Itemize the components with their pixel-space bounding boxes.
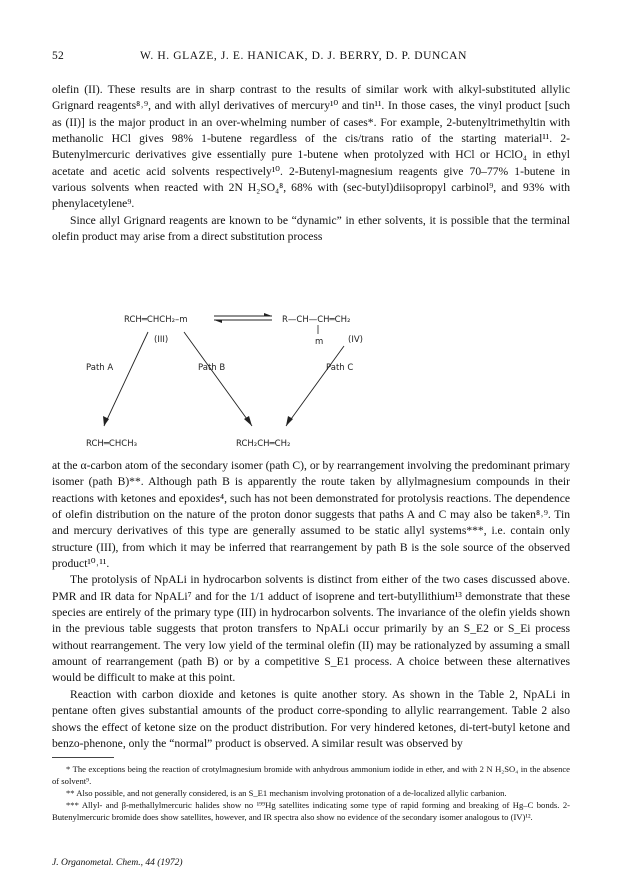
page-number: 52	[52, 50, 65, 62]
running-authors: W. H. GLAZE, J. E. HANICAK, D. J. BERRY, D. P. DUNCAN	[140, 50, 467, 62]
footnote-2: ** Also possible, and not generally considered, is an S_E1 mechanism involving protonation of a de-localized allylic carbanion.	[66, 788, 507, 799]
text-block-upper	[52, 82, 570, 245]
footnotes	[52, 763, 570, 823]
product-ii-formula: RCH₂CH═CH₂	[236, 439, 291, 449]
m-label: m	[315, 337, 324, 347]
running-header	[52, 50, 572, 66]
path-c-line	[286, 346, 344, 426]
path-b-label: Path B	[198, 363, 226, 373]
label-IV: (IV)	[348, 335, 363, 345]
path-a-label: Path A	[86, 363, 114, 373]
scheme-top-left-formula: RCH═CHCH₂–m	[124, 315, 188, 325]
path-b-line	[184, 332, 252, 426]
paragraph-1: olefin (II). These results are in sharp contrast to the results of similar work with alkyl-substituted allylic Grignard reagents⁸˒⁹, and with allyl derivatives of mercury¹⁰ and tin¹¹. In those cases, the vinyl product [such as (II)] is the major product in an over-whelming number of cases*. For example, 2-butenyltrimethyltin with methanolic HCl gives 98% 1-butene regardless of the cis/trans ratio of the starting material¹¹. 2-Butenylmercuric derivatives give essentially pure 1-butene when protolyzed with HCl or HClO₄ in ethyl acetate and acetic acid solvents respectively¹⁰. 2-Butenyl-magnesium reagents give 70–77% 1-butene in various solvents when reacted with 2N H₂SO₄⁸, 68% with (sec-butyl)diisopropyl carbinol⁹, and 93% with phenylacetylene⁹.	[52, 83, 570, 211]
scheme-top-right-formula: R—CH—CH═CH₂	[282, 315, 351, 325]
path-b-arrowhead	[244, 416, 252, 426]
reaction-scheme	[86, 308, 526, 456]
product-i-formula: RCH═CHCH₃	[86, 439, 137, 449]
journal-citation: J. Organometal. Chem., 44 (1972)	[52, 858, 183, 868]
path-c-label: Path C	[326, 363, 354, 373]
label-III: (III)	[154, 335, 169, 345]
footnote-1: * The exceptions being the reaction of crotylmagnesium bromide with anhydrous ammonium iodide in ether, and with 2 N H₂SO₄ in the absence of solvent⁹.	[52, 764, 570, 787]
footnote-3: *** Allyl- and β-methallylmercuric halides show no ¹⁹⁹Hg satellites indicating some type of rapid forming and breaking of Hg–C bonds. 2-Butenylmercuric bromide does show satellites, however, and IR spectra also show no evidence of the secondary isomer analogous to (IV)¹².	[52, 800, 570, 823]
path-a-line	[104, 332, 148, 426]
reaction-scheme-svg	[86, 308, 526, 456]
paragraph-5: Reaction with carbon dioxide and ketones is quite another story. As shown in the Table 2, NpALi in pentane often gives substantial amounts of the product corre-sponding to allylic rearrangement. Table 2 also shows the effect of ketone size on the product distribution. For very hindered ketones, di-tert-butyl ketone and benzo-phenone, only the “normal” product is observed. A similar result was observed by	[52, 687, 570, 750]
footnote-rule	[52, 757, 114, 758]
text-block-lower	[52, 458, 570, 752]
paragraph-4: The protolysis of NpALi in hydrocarbon solvents is distinct from either of the two cases discussed above. PMR and IR data for NpALi⁷ and for the 1/1 adduct of isoprene and tert-butyllithium¹³ demonstrate that these species are entirely of the primary type (III) in hydrocarbon solvents. The invariance of the olefin yields shown in the previous table suggests that proton transfers to NpALi occur primarily by an S_E2 or S_Ei process without rearrangement. The very low yield of the terminal olefin (II) may be rationalyzed by assuming a small amount of rearrangement (path B) or by a competitive S_E1 process. A choice between these alternatives would be difficult to make at this point.	[52, 573, 570, 685]
paragraph-3: at the α-carbon atom of the secondary isomer (path C), or by rearrangement involving the predominant primary isomer (path B)**. Although path B is apparently the route taken by allylmagnesium compounds in their reactions with ketones and epoxides⁴, such has not been demonstrated for protolysis reactions. The dependence of olefin distribution on the nature of the proton donor suggests that paths A and C may also be taken⁸˒⁹. Tin and mercury derivatives of this type are generally assumed to be static allyl systems***, i.e. contain only structure (III), from which it may be inferred that rearrangement by path B is the sole source of the observed product¹⁰˒¹¹.	[52, 459, 570, 571]
paragraph-2: Since allyl Grignard reagents are known to be “dynamic” in ether solvents, it is possible that the terminal olefin product may arise from a direct substitution process	[52, 213, 570, 244]
